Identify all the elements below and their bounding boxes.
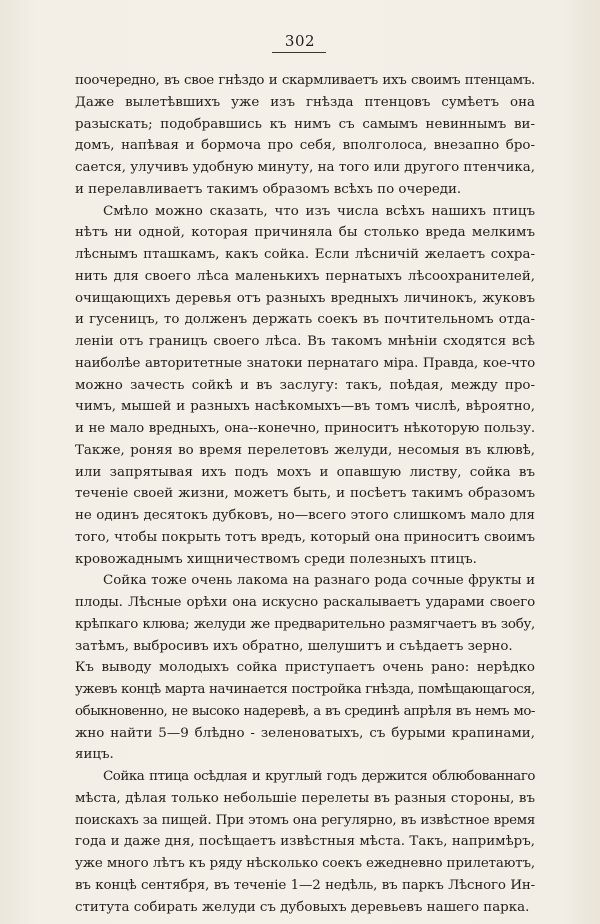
text-line: Сойка тоже очень лакома на разнаго рода сочные фрукты и [103, 573, 535, 589]
text-line: нѣтъ ни одной, которая причиняла бы столько вреда мелкимъ [75, 225, 535, 241]
text-line: домъ, напѣвая и бормоча про себя, вполголоса, внезапно бро- [75, 138, 535, 154]
text-line: въ концѣ сентября, въ теченіе 1—2 недѣль, въ паркъ Лѣсного Ин- [75, 877, 535, 893]
text-line: обыкновенно, не высоко надеревѣ, а въ срединѣ апрѣля въ немъ мо- [75, 703, 535, 719]
text-line: и не мало вредныхъ, она--конечно, приноситъ нѣкоторую пользу. [75, 421, 535, 436]
paragraph [75, 201, 535, 571]
text-line: очищающихъ деревья отъ разныхъ вредныхъ личинокъ, жуковъ [75, 290, 535, 306]
text-line: леніи отъ границъ своего лѣса. Въ такомъ мнѣніи сходятся всѣ [75, 334, 535, 349]
text-line: года и даже дня, посѣщаетъ извѣстныя мѣста. Такъ, напримѣръ, [75, 834, 535, 850]
text-line: того, чтобы покрыть тотъ вредъ, который она приноситъ своимъ [75, 529, 535, 545]
text-line: Даже вылетѣвшихъ уже изъ гнѣзда птенцовъ сумѣетъ она [75, 94, 535, 110]
text-line: можно зачесть сойкѣ и въ заслугу: такъ, поѣдая, между про- [75, 377, 535, 393]
paragraph [75, 570, 535, 657]
text-line: мѣста, дѣлая только небольшіе перелеты въ разныя стороны, въ [75, 790, 535, 806]
text-line: сается, улучивъ удобную минуту, на того или другого птенчика, [75, 160, 535, 175]
text-line: Къ выводу молодыхъ сойка приступаетъ очень рано: нерѣдко [75, 660, 535, 676]
text-line: кровожаднымъ хищничествомъ среди полезныхъ птицъ. [75, 551, 477, 567]
text-line: уже много лѣтъ къ ряду нѣсколько соекъ ежедневно прилетаютъ, [75, 856, 535, 871]
text-line: поочередно, въ свое гнѣздо и скармливаетъ ихъ своимъ птенцамъ. [75, 73, 535, 88]
text-line: или запрятывая ихъ подъ мохъ и опавшую листву, сойка въ [75, 464, 535, 480]
text-line: крѣпкаго клюва; желуди же предварительно размягчаетъ въ зобу, [75, 616, 535, 632]
text-line: поискахъ за пищей. При этомъ она регулярно, въ извѣстное время [75, 812, 535, 828]
text-line: наиболѣе авторитетные знатоки пернатаго міра. Правда, кое-что [75, 355, 535, 371]
text-line: ужевъ концѣ марта начинается постройка гнѣзда, помѣщающагося, [75, 682, 535, 697]
text-line: жно найти 5—9 блѣдно - зеленоватыхъ, съ бурыми крапинами, [75, 725, 535, 741]
text-line: и гусеницъ, то долженъ держать соекъ въ почтительномъ отда- [75, 312, 535, 328]
text-line: теченіе своей жизни, можетъ быть, и посѣетъ такимъ образомъ [75, 486, 535, 502]
text-line: не одинъ десятокъ дубковъ, но—всего этого слишкомъ мало для [75, 508, 535, 523]
text-line: ститута собирать желуди съ дубовыхъ деревьевъ нашего парка. [75, 899, 530, 915]
paragraph [75, 657, 535, 766]
text-line: яицъ. [75, 747, 114, 763]
page-number-rule [272, 52, 326, 53]
text-line: разыскать; подобравшись къ нимъ съ самымъ невиннымъ ви- [75, 116, 535, 132]
text-line: Сойка птица осѣдлая и круглый годъ держится облюбованнаго [103, 769, 535, 784]
text-line: плоды. Лѣсные орѣхи она искусно раскалываетъ ударами своего [75, 595, 535, 610]
text-line: нить для своего лѣса маленькихъ пернатыхъ лѣсоохранителей, [75, 268, 535, 284]
text-line: и перелавливаетъ такимъ образомъ всѣхъ по очереди. [75, 181, 462, 197]
text-line: затѣмъ, выбросивъ ихъ обратно, шелушитъ и съѣдаетъ зерно. [75, 638, 513, 654]
paragraph [75, 70, 535, 201]
body-text [75, 70, 535, 918]
paragraph [75, 766, 535, 918]
text-line: Смѣло можно сказать, что изъ числа всѣхъ нашихъ птицъ [103, 203, 535, 219]
page-number: 302 [284, 32, 316, 50]
text-line: Также, роняя во время перелетовъ желуди, несомыя въ клювѣ, [75, 442, 535, 458]
text-line: чимъ, мышей и разныхъ насѣкомыхъ—въ томъ числѣ, вѣроятно, [75, 399, 535, 415]
text-line: лѣснымъ пташкамъ, какъ сойка. Если лѣсничій желаетъ сохра- [75, 247, 535, 262]
